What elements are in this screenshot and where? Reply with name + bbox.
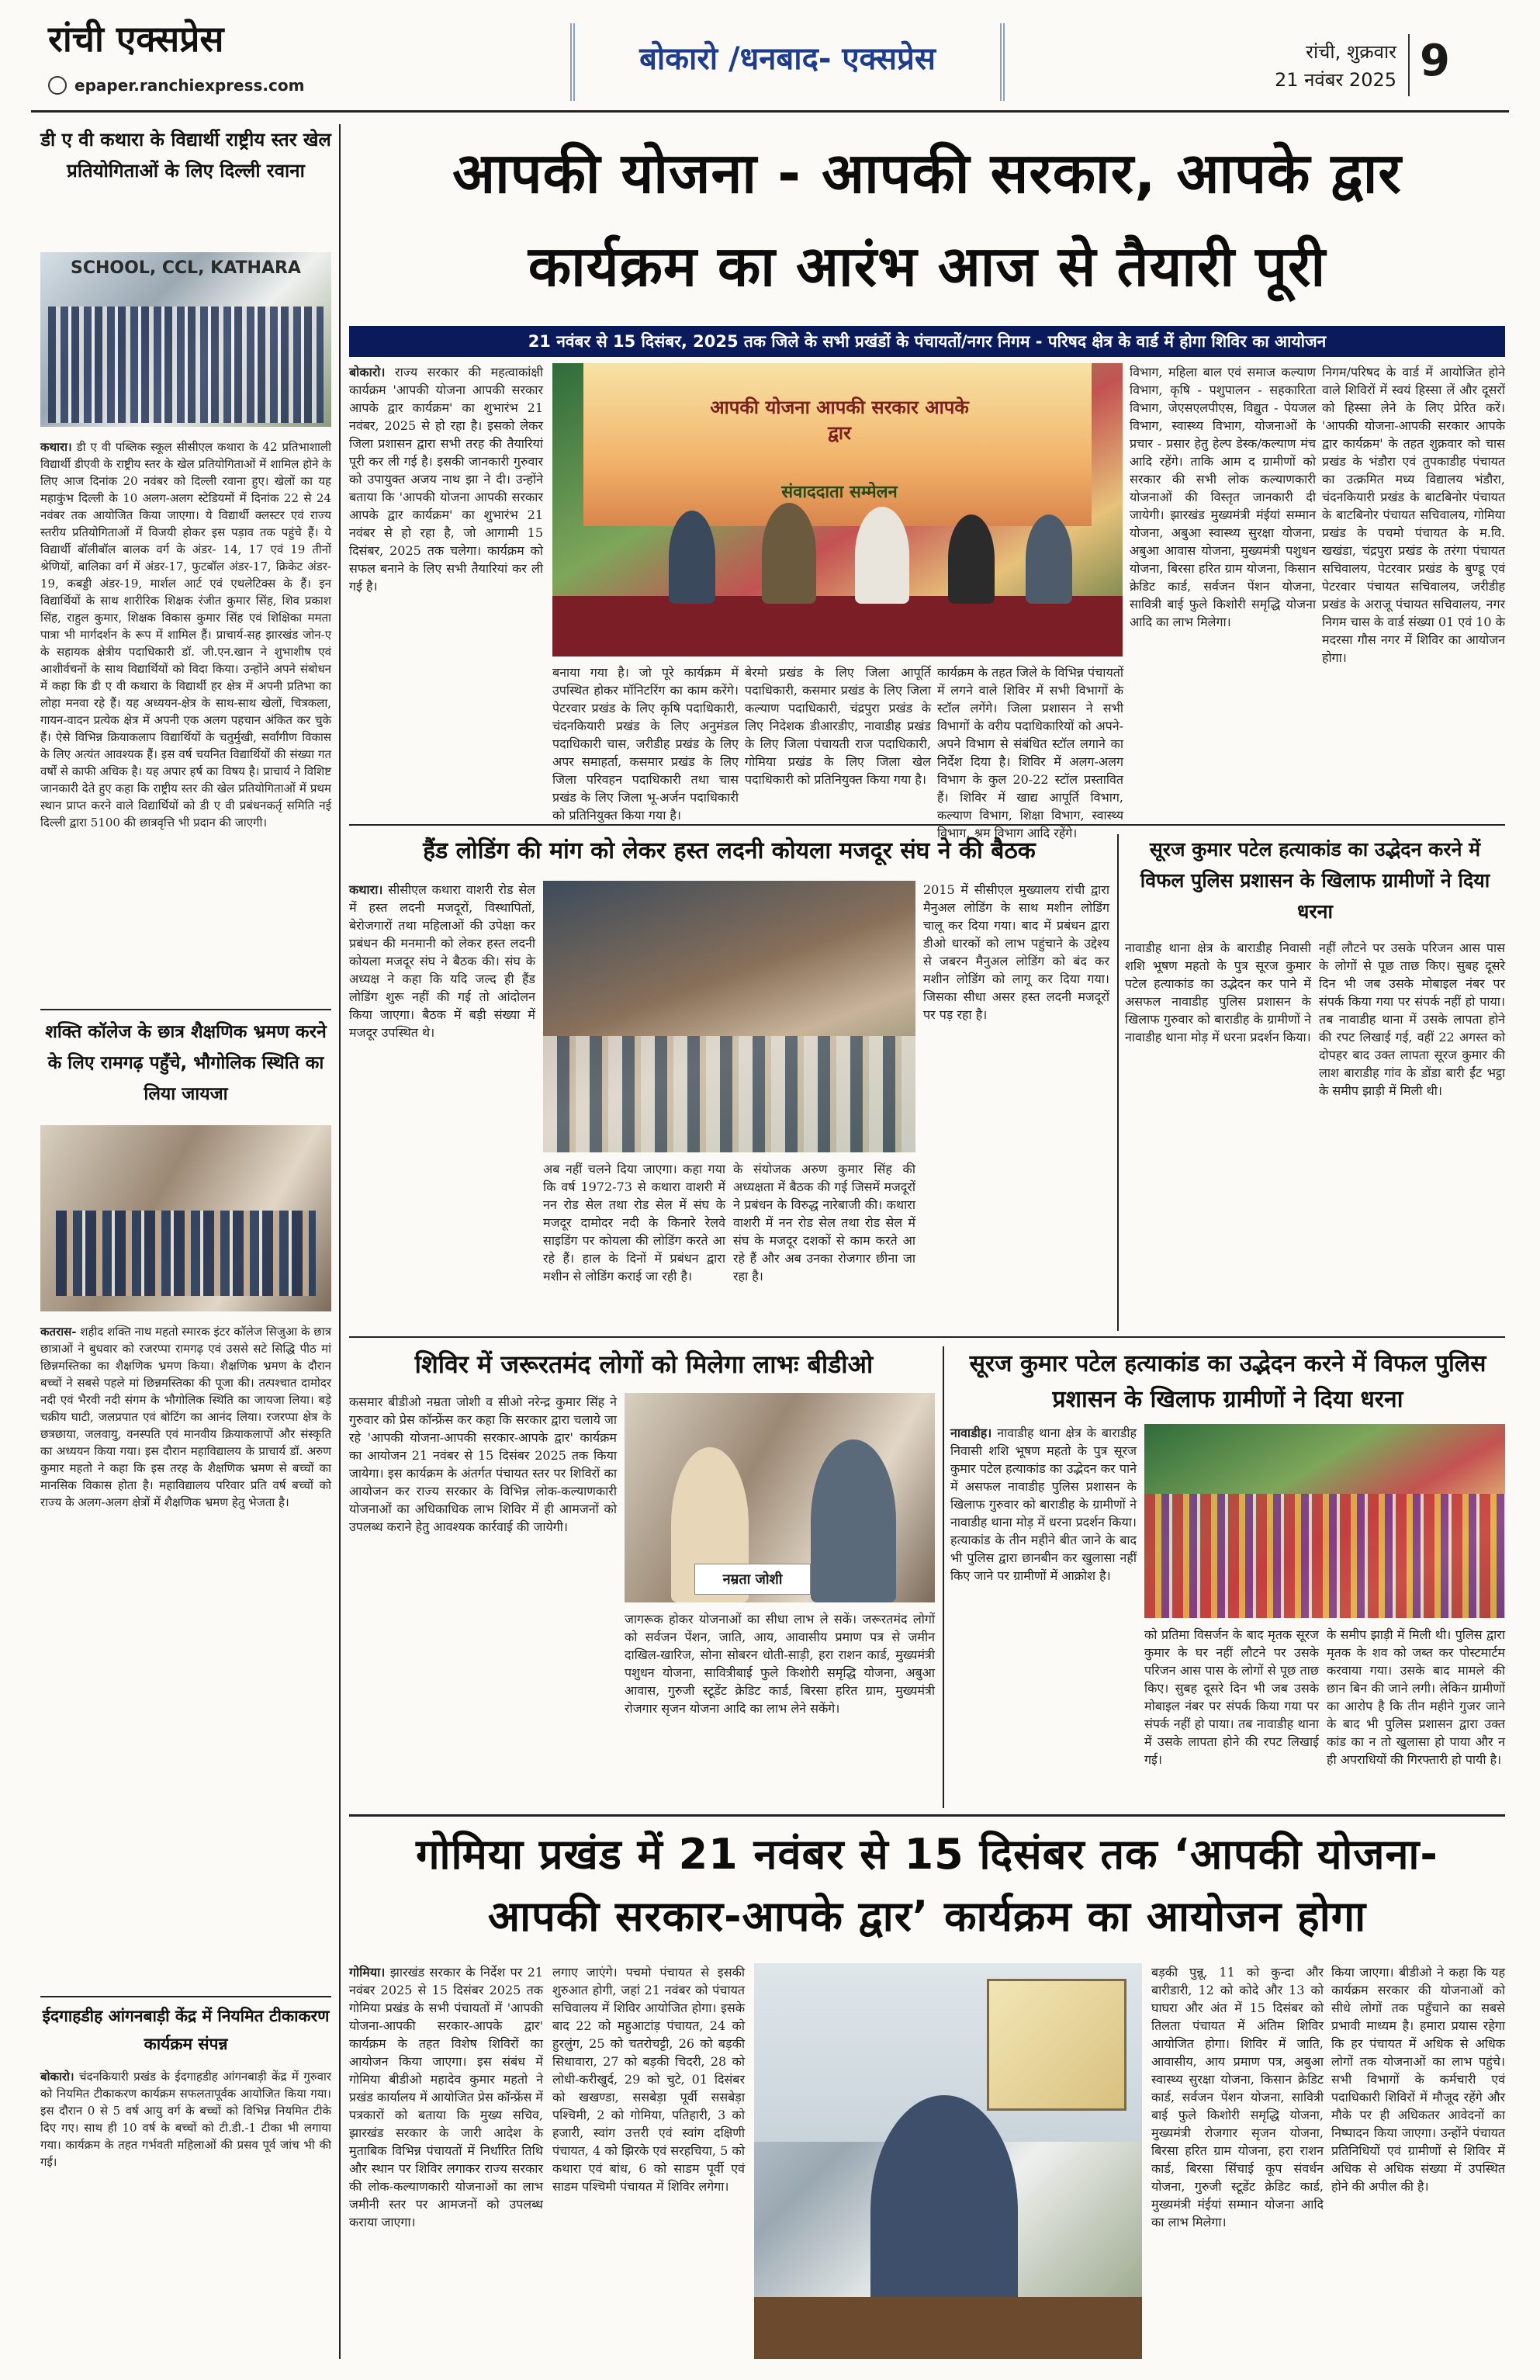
sidebar-vertical-rule (339, 124, 341, 2359)
sidebar-story2-body (40, 1323, 331, 1990)
bdo-photo (625, 1393, 935, 1602)
lead-band: 21 नवंबर से 15 दिसंबर, 2025 तक जिले के सभी प्रखंडों के पंचायतों/नगर निगम - परिषद क्षेत्र के वार्ड में होगा शिविर का आयोजन (349, 326, 1505, 357)
bdo-right-rule (943, 1346, 944, 1808)
page-number: 9 (1420, 36, 1450, 86)
issue-date: 21 नवंबर 2025 (1274, 69, 1396, 91)
mid-rule (349, 1336, 1505, 1338)
sidebar-story3-headline[interactable]: ईदगाहडीह आंगनबाड़ी केंद्र में नियमित टीकाकरण कार्यक्रम संपन्न (42, 2007, 330, 2053)
lead-col5: विभाग, महिला बाल एवं समाज कल्याण विभाग, कृषि - पशुपालन - सहकारिता विभाग, जेएसएलपीएस, विद्युत - पेयजल विभाग, स्वास्थ्य विभाग, योजनाओं के प्रचार - प्रसार हेतु हेल्प डेस्क/कल्याण मंच आदि रहेंगे। ताकि आम द ग्रामीणों को सरकार की सभी लोक कल्याणकारी योजनाओं की विस्तृत जानकारी दी जायेगी। झारखंड मुख्यमंत्री मंईयां सम्मान योजना, अबुआ स्वास्थ्य सुरक्षा योजना, अबुआ आवास योजना, मुख्यमंत्री पशुधन योजना, बिरसा हरित ग्राम योजना, किसान क्रेडिट कार्ड, सर्वजन पेंशन योजना, सावित्री बाई फुले किशोरी समृद्धि योजना आदि का लाभ मिलेगा। (1130, 365, 1316, 629)
lead-bottom-rule (349, 824, 1505, 826)
lead-col1 (349, 363, 543, 817)
sidebar-divider (40, 1009, 331, 1010)
wall-map (987, 1979, 1126, 2111)
banner-title: आपकी योजना आपकी सरकार आपके द्वार (710, 397, 969, 444)
official-4 (948, 514, 995, 604)
story-text: राज्य सरकार की महत्वाकांक्षी कार्यक्रम 'आपकी योजना आपकी सरकार आपके द्वार कार्यक्रम' का शुभारंभ 21 नवंबर, 2025 से हो रहा है। इसको लेकर जिला प्रशासन द्वारा सभी तरह की तैयारियां पूरी कर ली गई है। इसकी जानकारी गुरुवार को उपायुक्त अजय नाथ झा ने दी। उन्होंने बताया कि 'आपकी योजना आपकी सरकार आपके द्वार कार्यक्रम' का शुभारंभ 21 नवंबर से हो रहा है, जो आगामी 15 दिसंबर, 2025 तक चलेगा। कार्यक्रम को सफल बनाने के लिए सभी तैयारियां कर ली गई है। (349, 365, 543, 594)
bdo-headline[interactable]: शिविर में जरूरतमंद लोगों को मिलेगा लाभः बीडीओ (414, 1349, 874, 1379)
dateline: कतरास- (40, 1325, 77, 1339)
story-text: नावाडीह थाना क्षेत्र के बाराडीह निवासी शशि भूषण महतो के पुत्र सूरज कुमार पटेल हत्याकांड का उद्भेदन कर पाने में असफल नावाडीह पुलिस प्रशासन के खिलाफ गुरुवार को बाराडीह के ग्रामीणों ने नावाडीह थाना मोड़ में धरना प्रदर्शन किया। हत्याकांड के तीन महीने बीत जाने के बाद भी पुलिस द्वारा छानबीन कर खुलासा नहीं किए जाने पर ग्रामीणों में आक्रोश है। (950, 1426, 1137, 1583)
city-day: रांची, शुक्रवार (1306, 41, 1396, 63)
hand-meeting-photo (543, 881, 915, 1152)
lead-col2: बनाया गया है। जो पूरे कार्यक्रम में उपस्थित होकर मॉनिटरिंग का काम करेंगे। पेटरवार प्रखंड के लिए कृषि पदाधिकारी, चंदनकियारी प्रखंड के लिए अनुमंडल पदाधिकारी चास, जरीडीह प्रखंड के लिए अपर समाहर्ता, कसमार प्रखंड के लिए जिला परिवहन पदाधिकारी तथा चास प्रखंड के लिए जिला भू-अर्जन पदाधिकारी को प्रतिनियुक्त किया गया है। (552, 665, 739, 823)
hand-col4: 2015 में सीसीएल मुख्यालय रांची द्वारा मैनुअल लोडिंग के साथ मशीन लोडिंग चालू कर दिया गया। बाद में प्रबंधन द्वारा डीओ धारकों को लाभ पहुंचाने के उद्देश्य से जबरन मैनुअल लोडिंग को बंद कर मशीन लोडिंग को लागू कर दिया गया। जिसका सीधा असर हस्त लदनी मजदूरों पर पड़ रहा है। (923, 882, 1109, 1022)
dateline: बोकारो। (40, 2070, 74, 2084)
gomia-bdo-photo (754, 1963, 1142, 2359)
globe-icon (48, 76, 67, 95)
suraj1-col2: नहीं लौटने पर उसके परिजन आस पास के लोगों से पूछ ताछ किए। सुबह दूसरे दिन भी जब उसके मोबाइल नंबर पर संपर्क किया गया पर संपर्क नहीं हो पाया। तब नावाडीह थाना में उसके लापता होने की रपट लिखाई गई, वहीं 22 अगस्त को दोपहर बाद उक्त लापता सूरज कुमार की लाश बाराडीह गांव के डोंडा बारी ईंट भट्ठा के समीप झाड़ी में मिली थी। (1319, 941, 1505, 1098)
dateline: कथारा। (40, 440, 72, 454)
story-text: सीसीएल कथारा वाशरी रोड सेल में हस्त लदनी मजदूरों, विस्थापितों, बेरोजगारों तथा महिलाओं की उपेक्षा कर प्रबंधन की मनमानी को लेकर हस्त लदनी कोयला मजदूर संघ ने बैठक की। संघ के अध्यक्ष ने कहा कि यदि जल्द ही हैंड लोडिंग शुरू नहीं की गई तो आंदोलन किया जाएगा। बैठक में बड़ी संख्या में मजदूर उपस्थित थे। (349, 882, 535, 1040)
gomia-col4: किया जाएगा। बीडीओ ने कहा कि यह कार्यक्रम सरकार की योजनाओं को सीधे लोगों तक पहुँचाने का सबसे प्रभावी माध्यम है। हमारा प्रयास रहेगा कि हर पंचायत में अधिक से अधिक लोगों तक योजनाओं का लाभ पहुंचे। सभी विभागों के कर्मचारी एवं पदाधिकारी शिविरों में मौजूद रहेंगे और मौके पर ही अधिकतर आवेदनों का निष्पादन किया जाएगा। उन्होंने पंचायत प्रतिनिधियों एवं ग्रामीणों से शिविर में अधिक से अधिक संख्या में उपस्थित होने की अपील की है। (1331, 1965, 1505, 2194)
bdo-col2: जागरूक होकर योजनाओं का सीधा लाभ ले सकें। जरूरतमंद लोगों को सर्वजन पेंशन, जाति, आय, आवासीय प्रमाण पत्र से जमीन दाखिल-खारिज, सोना सोबरन धोती-साड़ी, हरा राशन कार्ड, मुख्यमंत्री पशुधन योजना, सावित्रीबाई फुले किशोरी समृद्धि योजना, अबुआ आवास, गुरुजी स्टूडेंट क्रेडिट कार्ड, बिरसा हरित ग्राम, मुख्यमंत्री रोजगार सृजन योजना आदि का लाभ लेने सकेंगे। (625, 1612, 935, 1716)
sidebar-story1-photo (40, 252, 331, 427)
lead-col6: निगम/परिषद के वार्ड में आयोजित होने वाले शिविरों में स्वयं हिस्सा लें और दूसरों को हिस्सा लेने के लिए प्रेरित करें। 'आपकी योजना-आपकी सरकार आपके द्वार कार्यक्रम' के तहत शुक्रवार को चास प्रखंड के भंडौरा एवं तुपकाडीह पंचायत का उत्क्रमित मध्य विद्यालय भंडौरा, चंदनकियारी प्रखंड के बाटबिनोर पंचायत के बाटबिनोर पंचायत सचिवालय, गोमिया प्रखंड के पचमो पंचायत के म.वि. खखंडा, चंद्रपुरा प्रखंड के तरंगा पंचायत सचिवालय, पेटरवार प्रखंड के बुण्डू एवं पेटरवार पंचायत सचिवालय, जरीडीह प्रखंड के अराजू पंचायत सचिवालय, नगर निगम चास के वार्ड संख्या 01 एवं 10 के मदरसा गौस नगर में शिविर का आयोजन होगा। (1322, 365, 1505, 665)
lead-press-photo (552, 363, 1123, 656)
section-title: बोकारो /धनबाद- एक्सप्रेस (639, 41, 936, 77)
protest-crowd (1144, 1494, 1505, 1618)
hand-col2: अब नहीं चलने दिया जाएगा। कहा गया कि वर्ष 1972-73 से कथारा वाशरी में नन रोड सेल तथा रोड सेल में संघ के मजदूर दामोदर नदी के किनारे रेलवे साइडिंग पर कोयला की लोडिंग करते आ रहे हैं। हाल के दिनों में प्रबंधन द्वारा मशीन से लोडिंग कराई जा रही है। (543, 1162, 725, 1284)
suraj2-headline[interactable]: सूरज कुमार पटेल हत्याकांड का उद्भेदन करने में विफल पुलिस प्रशासन के खिलाफ ग्रामीणों ने दिया धरना (969, 1350, 1486, 1413)
newspaper-logo[interactable]: रांची एक्सप्रेस (48, 18, 224, 60)
sidebar-story3-body (40, 2068, 331, 2363)
dateline: बोकारो। (349, 365, 386, 379)
hand-right-rule (1117, 834, 1119, 1331)
lower-rule (349, 1814, 1505, 1817)
bdo-nameplate: नम्रता जोशी (694, 1564, 811, 1595)
banner-subtitle: संवाददाता सम्मेलन (781, 483, 898, 502)
story-text: शहीद शक्ति नाथ महतो स्मारक इंटर कॉलेज सिजुआ के छात्र छात्राओं ने बुधवार को रजरप्पा रामगढ़ एवं उससे सटे सिद्धि पीठ मां छिन्नमस्तिका का शैक्षणिक भ्रमण किया। शैक्षणिक भ्रमण के दौरान बच्चों ने सबसे पहले मां छिन्नमस्तिका की पूजा की। तत्पश्चात दामोदर नदी एवं भैरवी नदी संगम के भौगोलिक स्थिति का जायजा लिया। बड़े चक्रीय घाटी, जलप्रपात एवं बोटिंग का आनंद लिया। रजरप्पा क्षेत्र के छत्रछाया, जलवायु, वनस्पति एवं मानवीय क्रियाकलापों और संस्कृति का अध्ययन किया गया। इस दौरान महाविद्यालय के प्राचार्य डॉ. अरुण कुमार महतो ने कहा कि इस तरह के शैक्षणिक भ्रमण से बच्चों का मानसिक विकास होता है। महाविद्यालय परिवार प्रति वर्ष बच्चों को राज्य के अलग-अलग क्षेत्रों में शैक्षणिक भ्रमण हेतु भेजता है। (40, 1325, 331, 1509)
epaper-url[interactable]: epaper.ranchiexpress.com (74, 76, 305, 95)
bdo-person-2 (811, 1439, 896, 1602)
story-text: डी ए वी पब्लिक स्कूल सीसीएल कथारा के 42 प्रतिभाशाली विद्यार्थी डीएवी के राष्ट्रीय स्तर के खेल प्रतियोगिताओं में शामिल होने के लिए आज दिनांक 20 नवंबर को दिल्ली रवाना हुए। खेलों का यह महाकुंभ दिल्ली के 10 अलग-अलग स्टेडियमों में दिनांक 22 से 24 नवंबर तक आयोजित किया जाएगा। ये विद्यार्थी क्लस्टर एवं राज्य स्तरीय प्रतियोगिताओं में विजयी होकर इस पड़ाव तक पहुंचे हैं। ये विद्यार्थी बॉलीबॉल बालक वर्ग के अंडर- 14, 17 एवं 19 तीनों श्रेणियों, बालिका वर्ग में अंडर-17, फुटबॉल अंडर-17, क्रिकेट अंडर- 19, कबड्डी अंडर-19, मार्शल आर्ट एवं एथलेटिक्स के हैं। इन विद्यार्थियों के साथ शारीरिक शिक्षक रंजीत कुमार सिंह, शिव प्रकाश सिंह, राहुल कुमार, शिक्षक विकास कुमार सिंह एवं शिक्षिका ममता पात्रा भी मार्गदर्शन के रूप में शामिल हैं। प्राचार्य-सह झारखंड जोन-ए के सहायक क्षेत्रीय पदाधिकारी डॉ. जी.एन.खान ने शुभाशीष एवं आशीर्वचनों के साथ विद्यार्थियों को विदा किया। उन्होंने अपने संबोधन में कहा कि डी ए वी कथारा के विद्यार्थी हर क्षेत्र में अपनी प्रतिभा का लोहा मनवा रहे हैं। यह अध्ययन-क्षेत्र के साथ-साथ खेलों, चित्रकला, गायन-वादन प्रत्येक क्षेत्र में अपनी एक अलग पहचान अंकित कर चुके हैं। ऐसे विभिन्न क्रियाकलाप विद्यार्थियों के चतुर्मुखी, सर्वांगीण विकास के लिए अत्यंत आवश्यक हैं। इस वर्ष चयनित विद्यार्थियों की संख्या गत वर्षों से काफी अधिक है। यह अपार हर्ष का विषय है। प्राचार्य ने विशिष्ट जानकारी देते हुए कहा कि राष्ट्रीय स्तर की खेल प्रतियोगिताओं में प्रथम स्थान प्राप्त करने वाले विद्यार्थियों को डी ए वी प्रबंधनकर्तृ समिति नई दिल्ली द्वारा 5100 की छात्रवृत्ति भी प्रदान की जाएगी। (40, 440, 331, 830)
gomia-headline-line1[interactable]: गोमिया प्रखंड में 21 नवंबर से 15 दिसंबर तक ‘आपकी योजना- (416, 1830, 1438, 1879)
lead-col3: बेरमो प्रखंड के लिए जिला आपूर्ति पदाधिकारी, कसमार प्रखंड के लिए जिला कल्याण पदाधिकारी, चंद्रपुरा प्रखंड के लिए निदेशक डीआरडीए, नावाडीह प्रखंड के लिए जिला पंचायती राज पदाधिकारी, गोमिया प्रखंड के लिए जिला खेल पदाधिकारी को प्रतिनियुक्त किया गया है। (745, 665, 931, 787)
suraj1-headline[interactable]: सूरज कुमार पटेल हत्याकांड का उद्भेदन करने में विफल पुलिस प्रशासन के खिलाफ ग्रामीणों ने दिया धरना (1140, 838, 1490, 923)
sidebar-story2-headline[interactable]: शक्ति कॉलेज के छात्र शैक्षणिक भ्रमण करने के लिए रामगढ़ पहुँचे, भौगोलिक स्थिति का लिया जायजा (45, 1022, 327, 1104)
story-text: चंदनकियारी प्रखंड के ईदगाहडीह आंगनबाड़ी केंद्र में गुरुवार को नियमित टीकाकरण कार्यक्रम सफलतापूर्वक आयोजित किया गया। इस दौरान 0 से 5 वर्ष आयु वर्ग के बच्चों को विभिन्न नियमित टीके दिए गए। साथ ही 10 वर्ष के बच्चों को टी.डी.-1 टीका भी लगाया गया। कार्यक्रम के तहत गर्भवती महिलाओं की प्रसव पूर्व जांच भी की गई। (40, 2070, 331, 2169)
lead-headline-line1[interactable]: आपकी योजना - आपकी सरकार, आपके द्वार (452, 140, 1402, 206)
suraj2-protest-photo (1144, 1424, 1505, 1618)
suraj1-col1: नावाडीह थाना क्षेत्र के बाराडीह निवासी शशि भूषण महतो के पुत्र सूरज कुमार पटेल हत्याकांड का उद्भेदन कर पाने में असफल नावाडीह पुलिस प्रशासन के खिलाफ गुरुवार को बाराडीह के ग्रामीणों ने नावाडीह थाना मोड़ में धरना प्रदर्शन किया। (1125, 941, 1311, 1044)
gomia-col3: बड़की पुन्नू, 11 को कुन्दा और बारीडारी, 12 को कोदे और 13 को घाघरा और अंत में 15 दिसंबर को तिलता पंचायत में अंतिम शिविर आयोजित होगा। शिविर में जाति, आवासीय, आय प्रमाण पत्र, अबुआ स्वास्थ्य सुरक्षा योजना, किसान क्रेडिट कार्ड, सर्वजन पेंशन योजना, सावित्री बाई फुले किशोरी समृद्धि योजना, मुख्यमंत्री रोजगार सृजन योजना, बिरसा हरित ग्राम योजना, हरा राशन कार्ड, बिरसा सिंचाई कूप संवर्धन योजना, गुरुजी स्टूडेंट क्रेडिट कार्ड, मुख्यमंत्री मंईयां सम्मान योजना आदि का लाभ मिलेगा। (1151, 1965, 1324, 2229)
official-3 (855, 507, 909, 604)
official-2 (762, 503, 816, 604)
gomia-col2: लगाए जाएंगे। पचमो पंचायत से इसकी शुरुआत होगी, जहां 21 नवंबर को पंचायत सचिवालय में शिविर आयोजित होगा। इसके बाद 22 को महुआटांड़ पंचायत, 24 को हुरलुंग, 25 को चतरोचट्टी, 26 को बड़की सिधावारा, 27 को बड़की चिदरी, 28 को लोधी-करीखुर्द, 29 को चुटे, 01 दिसंबर को खखण्डा, ससबेड़ा पूर्वी ससबेड़ा पश्चिमी, 2 को गोमिया, पतिहारी, 3 को हजारी, स्वांग उत्तरी एवं स्वांग दक्षिणी पंचायत, 4 को झिरके एवं सरहचिया, 5 को कथारा एवं बांध, 6 को साडम पूर्वी एवं साडम पश्चिमी पंचायत में शिविर लगेगा। (552, 1965, 745, 2194)
page-divider (1408, 34, 1410, 96)
hand-loading-headline[interactable]: हैंड लोडिंग की मांग को लेकर हस्त लदनी कोयला मजदूर संघ ने की बैठक (423, 837, 1036, 864)
dateline: कथारा। (349, 882, 383, 897)
students-outing (56, 1211, 316, 1296)
lead-headline-line2[interactable]: कार्यक्रम का आरंभ आज से तैयारी पूरी (528, 234, 1327, 299)
suraj2-col1 (950, 1424, 1137, 1804)
masthead (0, 0, 1540, 109)
suraj2-col3: के समीप झाड़ी में मिली थी। पुलिस द्वारा मृतक के शव को जब्त कर पोस्टमार्टम करवाया गया। उसके बाद मामले की छान बिन की जाने लगी। लेकिन ग्रामीणों का आरोप है कि तीन महीने गुजर जाने के बाद भी पुलिस प्रशासन द्वारा उक्त कांड का न तो खुलासा हो पाया और न ही अपराधियों की गिरफ्तारी हो पायी है। (1327, 1627, 1505, 1767)
official-1 (669, 511, 715, 604)
desk (754, 2297, 1142, 2359)
sidebar-column (40, 124, 331, 2359)
bdo-col1: कसमार बीडीओ नम्रता जोशी व सीओ नरेन्द्र कुमार सिंह ने गुरुवार को प्रेस कॉन्फ्रेंस कर कहा कि सरकार द्वारा चलाये जा रहे 'आपकी योजना-आपकी सरकार-आपके द्वार' कार्यक्रम का आयोजन 21 नवंबर से 15 दिसंबर 2025 तक किया जायेगा। इस कार्यक्रम के अंतर्गत पंचायत स्तर पर शिविरों का आयोजन कर राज्य सरकार के विभिन्न लोक-कल्याणकारी योजनाओं का अधिकाधिक लाभ शिविर में ही आमजनों को उपलब्ध कराने हेतु आवश्यक कार्रवाई की जायेगी। (349, 1394, 617, 1534)
hand-col3: के संयोजक अरुण कुमार सिंह की अध्यक्षता में बैठक की गई जिसमें मजदूरों ने प्रबंधन के विरुद्ध नारेबाजी की। कथारा वाशरी में नन रोड सेल तथा रोड सेल में संघ के मजदूर दशकों से काम करते आ रहे हैं और अब उनका रोजगार छीना जा रहा है। (733, 1162, 915, 1284)
dateline: नावाडीह। (950, 1426, 992, 1440)
gomia-col1 (349, 1963, 543, 2359)
officials-table (552, 596, 1123, 656)
suraj2-col2: को प्रतिमा विसर्जन के बाद मृतक सूरज कुमार के घर नहीं लौटने पर उसके परिजन आस पास के लोगों से पूछ ताछ किए। सुबह दूसरे दिन भी जब उसके मोबाइल नंबर पर संपर्क किया गया पर संपर्क नहीं हो पाया। तब नावाडीह थाना में उसके लापता होने की रपट लिखाई गई। (1144, 1627, 1319, 1767)
story-text: झारखंड सरकार के निर्देश पर 21 नवंबर 2025 से 15 दिसंबर 2025 तक गोमिया प्रखंड के सभी पंचायतों में 'आपकी योजना-आपकी सरकार-आपके द्वार' कार्यक्रम के तहत विशेष शिविरों का आयोजन किया जाएगा। इस संबंध में गोमिया बीडीओ महादेव कुमार महतो ने प्रखंड कार्यालय में आयोजित प्रेस कॉन्फ्रेंस में पत्रकारों को बताया कि मुख्य सचिव, झारखंड सरकार के जारी आदेश के मुताबिक विभिन्न पंचायतों में निर्धारित तिथि और स्थान पर शिविर लगाकर राज्य सरकार की लोक-कल्याणकारी योजनाओं का लाभ जमीनी स्तर पर आमजनों को उपलब्ध कराया जाएगा। (349, 1965, 543, 2229)
bdo-gomia (870, 2095, 1018, 2328)
sidebar-story1-headline[interactable]: डी ए वी कथारा के विद्यार्थी राष्ट्रीय स्तर खेल प्रतियोगिताओं के लिए दिल्ली रवाना (40, 129, 331, 182)
students-group (48, 307, 324, 423)
official-5 (1026, 514, 1072, 604)
sidebar-story1-body (40, 438, 331, 1001)
masthead-rule (31, 110, 1509, 113)
meeting-hall (543, 1036, 915, 1152)
gomia-headline-line2[interactable]: आपकी सरकार-आपके द्वार’ कार्यक्रम का आयोजन होगा (487, 1892, 1367, 1941)
sidebar-story2-photo (40, 1125, 331, 1311)
school-sign: SCHOOL, CCL, KATHARA (71, 258, 301, 278)
hand-col1 (349, 881, 535, 1327)
dateline: गोमिया। (349, 1965, 386, 1980)
sidebar-divider (40, 1996, 331, 1997)
lead-col4: कार्यक्रम के तहत जिले के विभिन्न पंचायतों में लगने वाले शिविर में सभी विभागों के स्टॉल लगेंगे। जिला प्रशासन ने सभी विभागों के वरीय पदाधिकारियों को अपने-अपने विभाग से संबंधित स्टॉल लगाने का निर्देश दिया है। शिविर में अलग-अलग विभाग के कुल 20-22 स्टॉल प्रस्तावित हैं। शिविर में खाद्य आपूर्ति विभाग, कल्याण विभाग, शिक्षा विभाग, स्वास्थ्य विभाग, श्रम विभाग आदि रहेंगे। (937, 665, 1123, 840)
